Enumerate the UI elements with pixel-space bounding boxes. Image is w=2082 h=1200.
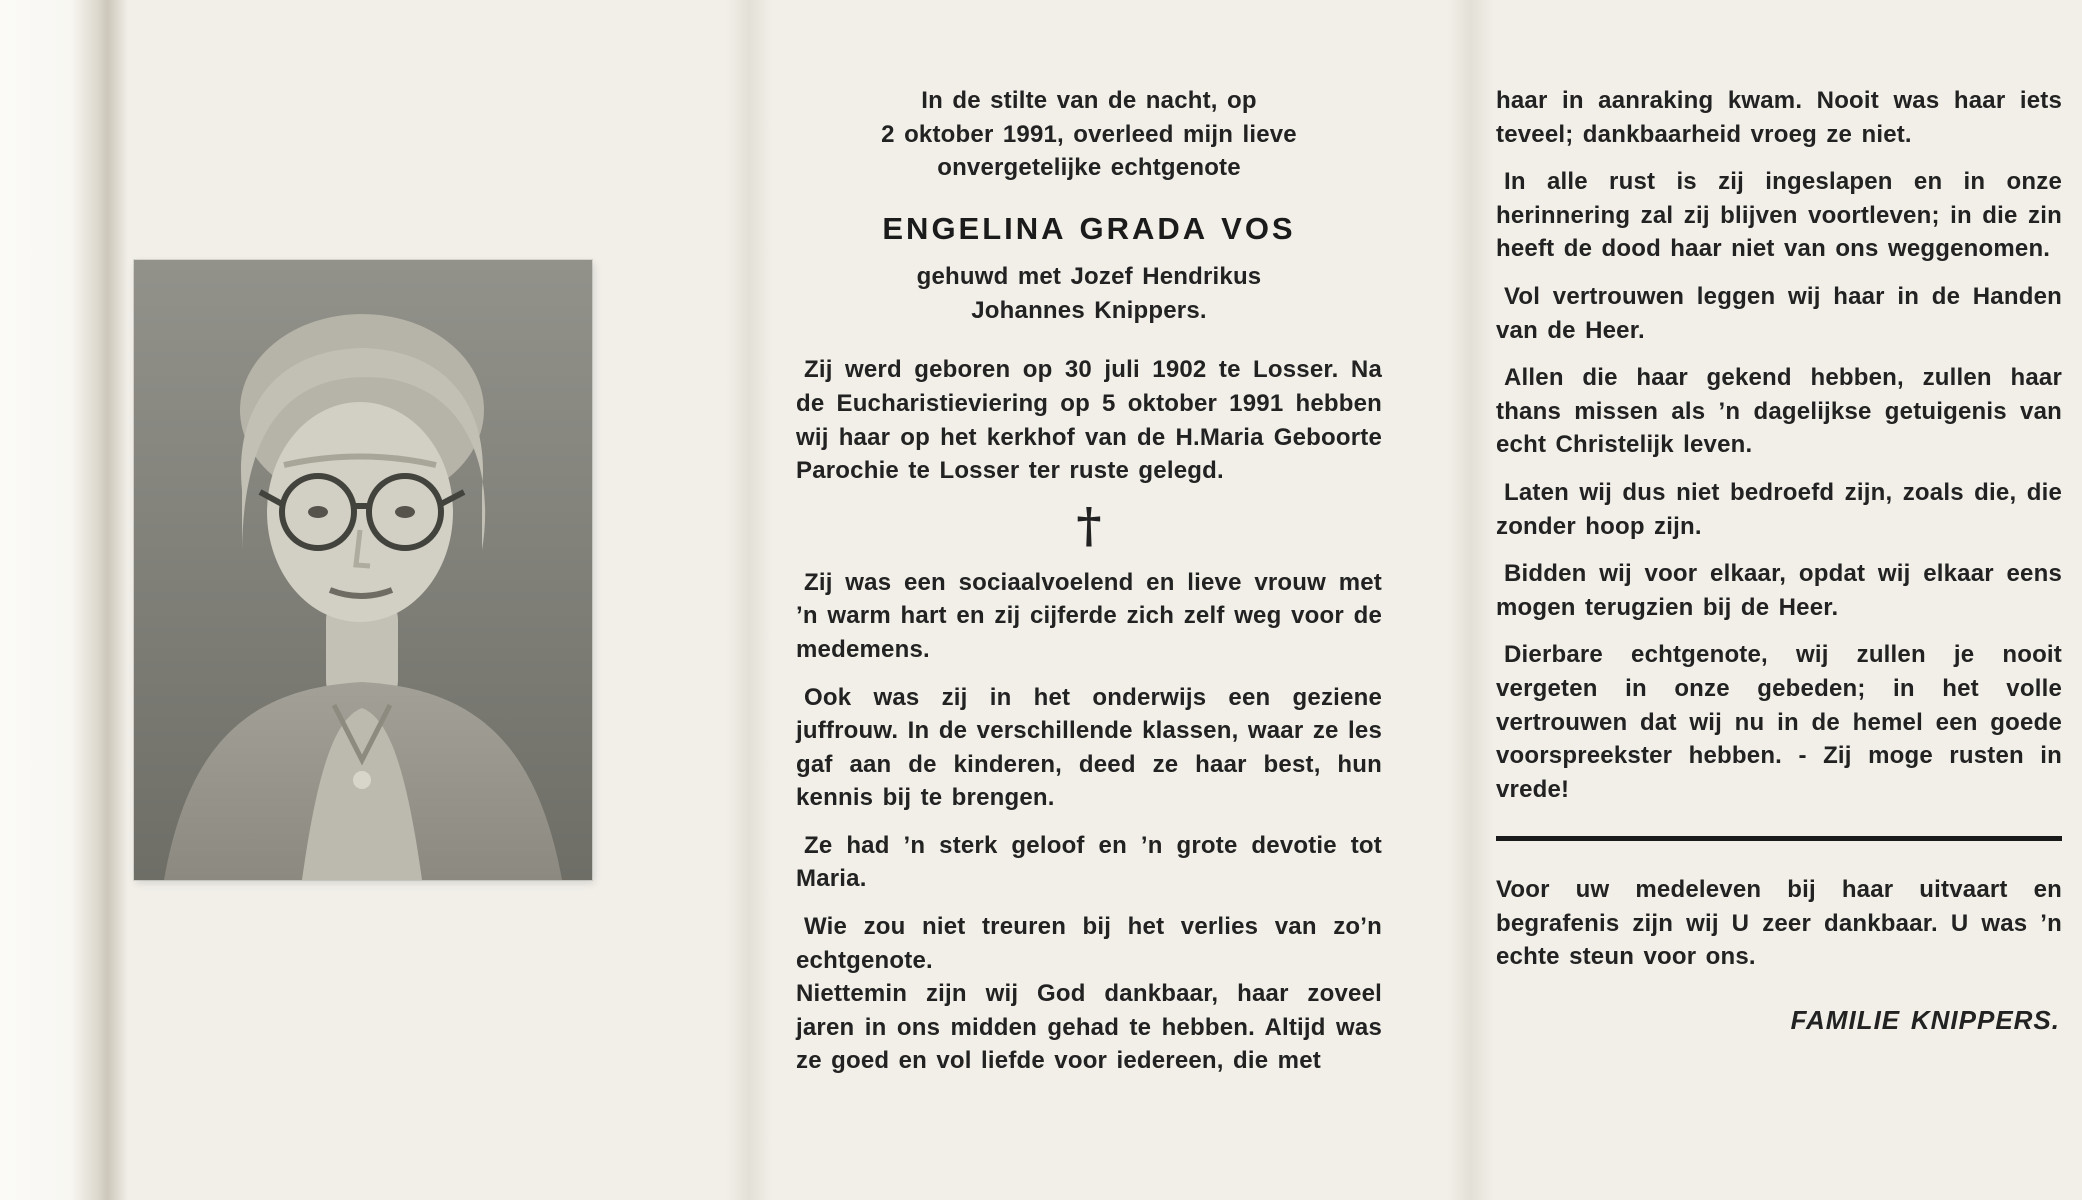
thanks-paragraph: Voor uw medeleven bij haar uitvaart en begrafenis zijn wij U zeer dankbaar. U was ’n echte steun voor ons. bbox=[1496, 876, 2062, 971]
memorial-paragraph: Allen die haar gekend hebben, zullen haar thans missen als ’n dagelijkse getuigenis van echt Christelijk leven. bbox=[1496, 364, 2062, 459]
divider-line bbox=[1496, 836, 2062, 841]
memorial-paragraph: Bidden wij voor elkaar, opdat wij elkaar eens mogen terugzien bij de Heer. bbox=[1496, 560, 2062, 621]
portrait-photo bbox=[134, 260, 592, 880]
card-fold-edge bbox=[0, 0, 128, 1200]
married-line: gehuwd met Jozef Hendrikus bbox=[916, 263, 1262, 291]
intro-line: In de stilte van de nacht, op bbox=[921, 87, 1257, 114]
married-block bbox=[796, 260, 1382, 327]
memorial-paragraph: Niettemin zijn wij God dankbaar, haar zoveel jaren in ons midden gehad te hebben. Altijd was ze goed en vol liefde voor iedereen, die met bbox=[796, 980, 1382, 1075]
cross-icon: † bbox=[1076, 497, 1102, 554]
memorial-paragraph: Ook was zij in het onderwijs een geziene juffrouw. In de verschillende klassen, waar ze les gaf aan de kinderen, deed ze haar best, hun kennis bij te brengen. bbox=[796, 683, 1382, 812]
memorial-paragraph: Laten wij dus niet bedroefd zijn, zoals die, die zonder hoop zijn. bbox=[1496, 478, 2062, 540]
intro-line: onvergetelijke echtgenote bbox=[937, 154, 1241, 182]
memorial-paragraph: haar in aanraking kwam. Nooit was haar iets teveel; dankbaarheid vroeg ze niet. bbox=[1496, 87, 2062, 148]
intro-block bbox=[796, 84, 1382, 185]
intro-line: 2 oktober 1991, overleed mijn lieve bbox=[881, 120, 1297, 148]
right-panel bbox=[1496, 84, 2062, 1038]
portrait-illustration bbox=[134, 260, 592, 880]
middle-panel bbox=[796, 84, 1382, 1078]
memorial-paragraph: In alle rust is zij ingeslapen en in onze herinnering zal zij blijven voortleven; in die zin heeft de dood haar niet van ons weggenomen. bbox=[1496, 168, 2062, 263]
deceased-name: ENGELINA GRADA VOS bbox=[882, 210, 1296, 246]
panel-seam bbox=[726, 0, 772, 1200]
memorial-paragraph: Zij was een sociaalvoelend en lieve vrouw met ’n warm hart en zij cijferde zich zelf weg voor de medemens. bbox=[796, 568, 1382, 663]
memorial-paragraph: Ze had ’n sterk geloof en ’n grote devotie tot Maria. bbox=[796, 831, 1382, 893]
memorial-paragraph: Zij werd geboren op 30 juli 1902 te Losser. Na de Eucharistieviering op 5 oktober 1991 hebben wij haar op het kerkhof van de H.Maria Geboorte Parochie te Losser ter ruste gelegd. bbox=[796, 356, 1382, 485]
family-signature: FAMILIE KNIPPERS. bbox=[1790, 1005, 2060, 1036]
panel-seam bbox=[1448, 0, 1494, 1200]
memorial-paragraph: Vol vertrouwen leggen wij haar in de Handen van de Heer. bbox=[1496, 282, 2062, 344]
memorial-paragraph: Wie zou niet treuren bij het verlies van zo’n echtgenote. bbox=[796, 913, 1382, 974]
married-line: Johannes Knippers. bbox=[971, 296, 1207, 324]
memorial-paragraph: Dierbare echtgenote, wij zullen je nooit vergeten in onze gebeden; in het volle vertrouwen dat wij nu in de hemel een goede voorspreekster hebben. - Zij moge rusten in vrede! bbox=[1496, 641, 2062, 803]
